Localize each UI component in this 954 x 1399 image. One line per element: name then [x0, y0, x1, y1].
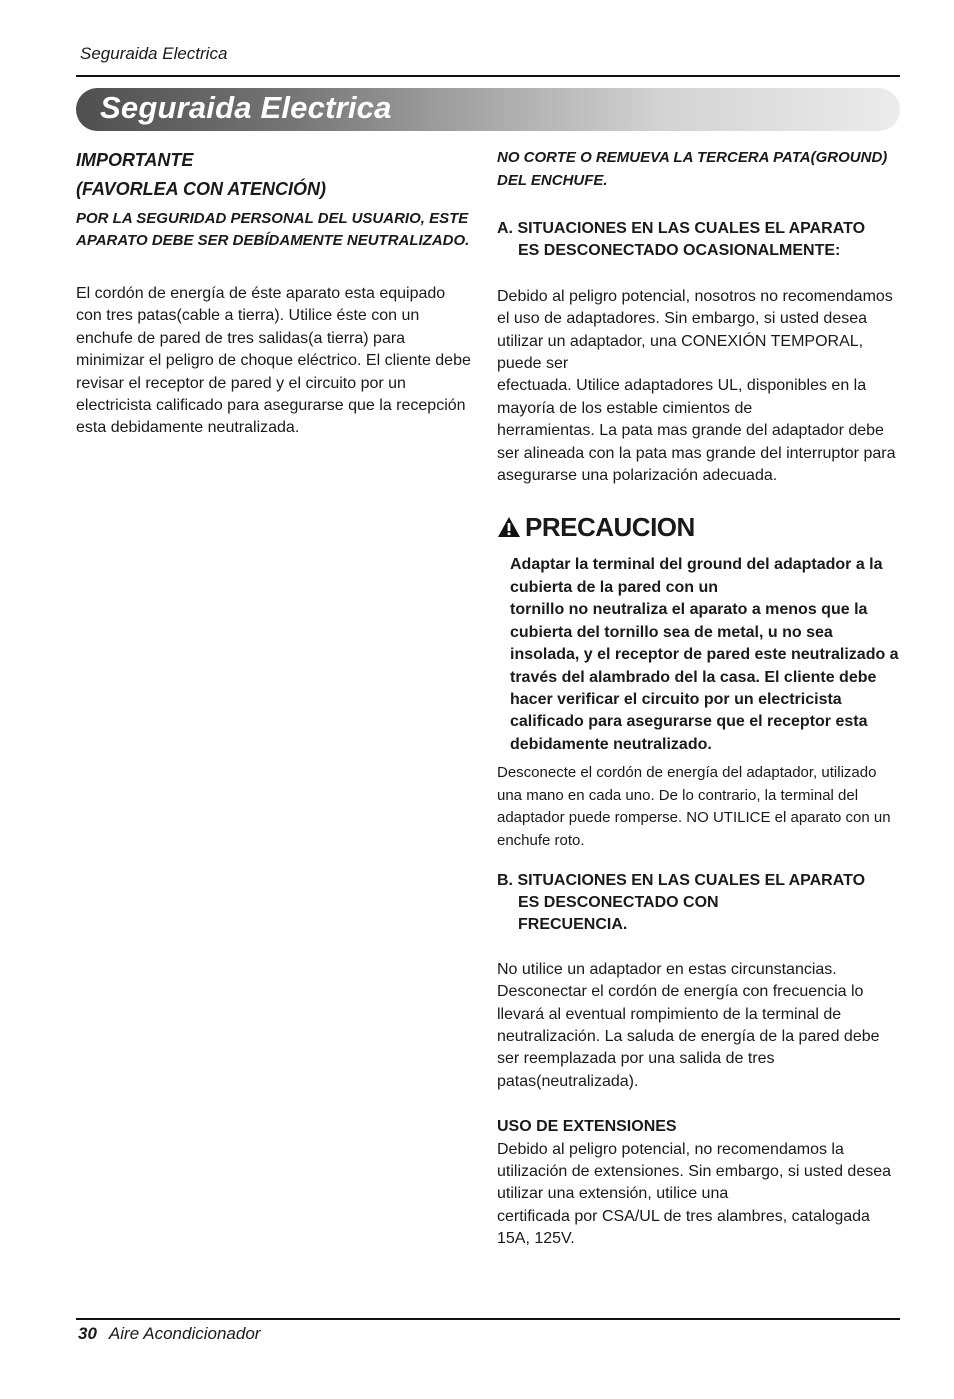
caution-bold-text — [497, 554, 901, 756]
section-a-paragraph-3: herramientas. La pata mas grande del adaptador debe ser alineada con la pata mas grande del interruptor para asegurarse una polarización adecuada. — [497, 422, 896, 485]
page-title: Seguraida Electrica — [100, 90, 392, 125]
page-footer — [78, 1324, 260, 1344]
section-a-paragraph-2: efectuada. Utilice adaptadores UL, disponibles en la mayoría de los estable cimientos de — [497, 377, 867, 417]
section-a-heading — [497, 218, 901, 263]
section-a-heading-line-2: ES DESCONECTADO OCASIONALMENTE: — [518, 242, 841, 260]
page-number: 30 — [78, 1324, 97, 1343]
section-b-heading-line-3: FRECUENCIA. — [518, 916, 628, 934]
ground-warning-line-1: NO CORTE O REMUEVA LA TERCERA PATA(GROUND) — [497, 149, 888, 166]
running-header: Seguraida Electrica — [80, 44, 228, 63]
extensions-heading: USO DE EXTENSIONES — [497, 1118, 677, 1136]
grounding-paragraph: El cordón de energía de éste aparato esta equipado con tres patas(cable a tierra). Utilice éste con un enchufe de pared de tres salidas(a tierra) para minimizar el peligro de choque eléctrico. El cliente debe revisar el receptor de pared y el circuito por un electricista calificado para asegurarse que la recepción esta debidamente neutralizada. — [76, 285, 471, 437]
warning-triangle-icon — [497, 516, 521, 538]
section-a-heading-line-1: A. SITUACIONES EN LAS CUALES EL APARATO — [497, 220, 866, 237]
caution-bold-paragraph-2: tornillo no neutraliza el aparato a menos que la cubierta del tornillo sea de metal, u no sea insolada, y el receptor de pared este neutralizado a través del alambrado del la casa. El cliente debe hacer verificar el circuito por un electricista calificado para asegurarse que el receptor esta debidamente neutralizado. — [510, 601, 899, 753]
section-b-heading-line-1: B. SITUACIONES EN LAS CUALES EL APARATO — [497, 871, 866, 889]
important-title: IMPORTANTE — [76, 150, 194, 170]
caution-paragraph: Desconecte el cordón de energía del adaptador, utilizado una mano en cada uno. De lo contrario, la terminal del adaptador puede romperse. NO UTILICE el aparato con un enchufe roto. — [497, 764, 891, 849]
extensions-paragraph-1: Debido al peligro potencial, no recomendamos la utilización de extensiones. Sin embargo, si usted desea utilizar una extensión, utilice una — [497, 1140, 892, 1203]
safety-note: POR LA SEGURIDAD PERSONAL DEL USUARIO, ESTE APARATO DEBE SER DEBÍDAMENTE NEUTRALIZADO. — [76, 210, 470, 249]
ground-warning — [497, 146, 901, 192]
ground-warning-line-2: DEL ENCHUFE. — [497, 172, 608, 189]
section-b-heading-line-2: ES DESCONECTADO CON — [518, 893, 719, 911]
header-rule — [76, 75, 900, 77]
section-b-heading — [497, 870, 901, 937]
left-column — [76, 146, 472, 440]
important-subtitle: (FAVORLEA CON ATENCIÓN) — [76, 179, 326, 199]
footer-rule — [76, 1318, 900, 1320]
section-a-paragraph-1: Debido al peligro potencial, nosotros no recomendamos el uso de adaptadores. Sin embargo, si usted desea utilizar un adaptador, una CONEXIÓN TEMPORAL, puede ser — [497, 287, 893, 373]
caution-bold-paragraph-1: Adaptar la terminal del ground del adaptador a la cubierta de la pared con un — [510, 556, 883, 596]
section-b-paragraph: No utilice un adaptador en estas circunstancias. Desconectar el cordón de energía con frecuencia lo llevará al eventual rompimiento de la terminal de neutralización. La saluda de energía de la pared debe ser reemplazada por una salida de tres patas(neutralizada). — [497, 960, 880, 1090]
caution-heading — [497, 512, 901, 542]
right-column — [497, 146, 901, 1251]
footer-product: Aire Acondicionador — [108, 1324, 261, 1343]
caution-title: PRECAUCION — [525, 512, 695, 543]
section-banner — [76, 88, 900, 131]
extensions-paragraph-2: certificada por CSA/UL de tres alambres, catalogada 15A, 125V. — [497, 1207, 870, 1248]
